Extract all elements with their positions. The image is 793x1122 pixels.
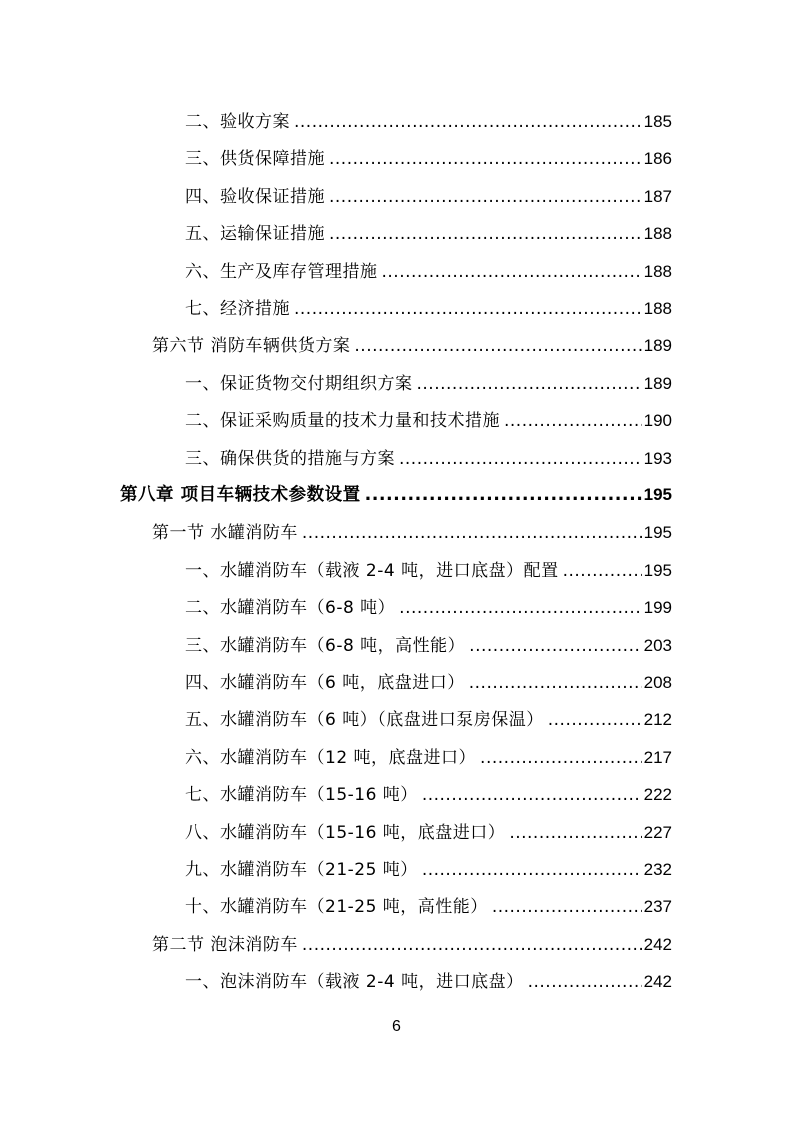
toc-leader-dots [382, 262, 642, 282]
toc-entry[interactable] [0, 737, 793, 774]
toc-leader-dots [302, 935, 642, 955]
toc-entry-title: 四、水罐消防车（6 吨，底盘进口） [185, 673, 465, 693]
toc-entry[interactable] [0, 512, 793, 549]
toc-entry[interactable] [0, 213, 793, 250]
toc-entry-page: 222 [643, 785, 672, 805]
toc-entry-title: 一、保证货物交付期组织方案 [185, 373, 413, 394]
toc-entry-line [185, 369, 672, 394]
toc-entry-line [185, 593, 672, 618]
toc-entry-page: 188 [643, 224, 672, 244]
toc-entry-title: 九、水罐消防车（21-25 吨） [185, 860, 418, 880]
toc-entry-title: 二、验收方案 [185, 112, 290, 132]
toc-entry-page: 190 [643, 411, 672, 431]
toc-entry-line [152, 518, 672, 543]
toc-entry-page: 242 [643, 972, 672, 992]
toc-entry-page: 242 [643, 934, 672, 954]
toc-entry-line [185, 556, 672, 581]
toc-leader-dots [294, 299, 642, 319]
toc-entry-title: 六、生产及库存管理措施 [185, 261, 378, 282]
toc-entry-page: 195 [643, 523, 672, 543]
toc-entry-title: 五、水罐消防车（6 吨）（底盘进口泵房保温） [185, 710, 544, 731]
toc-entry-title: 第六节 消防车辆供货方案 [152, 336, 351, 357]
toc-leader-dots [469, 636, 641, 656]
toc-entry-line [185, 743, 672, 768]
toc-entry-page: 193 [643, 448, 672, 468]
toc-leader-dots [329, 187, 642, 207]
toc-entry-title: 一、泡沫消防车（载液 2-4 吨，进口底盘） [185, 972, 524, 993]
toc-leader-dots [492, 897, 642, 917]
toc-entry[interactable] [0, 662, 793, 699]
toc-entry-page: 189 [643, 336, 672, 356]
toc-entry[interactable] [0, 176, 793, 213]
toc-entry-title: 第一节 水罐消防车 [152, 523, 298, 544]
toc-entry-line [185, 668, 672, 693]
toc-leader-dots [365, 485, 642, 505]
toc-entry-title: 二、保证采购质量的技术力量和技术措施 [185, 411, 500, 432]
toc-entry-title: 五、运输保证措施 [185, 224, 325, 245]
toc-entry[interactable] [0, 849, 793, 886]
toc-entry-title: 八、水罐消防车（15-16 吨，底盘进口） [185, 822, 506, 843]
toc-entry-line [185, 855, 672, 880]
toc-entry-line [185, 444, 672, 469]
toc-entry-line [185, 219, 672, 244]
toc-leader-dots [509, 823, 641, 843]
toc-entry-page: 232 [643, 860, 672, 879]
toc-entry[interactable] [0, 251, 793, 288]
toc-entry[interactable] [0, 325, 793, 362]
toc-entry-title: 三、水罐消防车（6-8 吨，高性能） [185, 635, 466, 656]
toc-leader-dots [329, 149, 642, 169]
toc-leader-dots [417, 374, 642, 394]
toc-entry[interactable] [0, 812, 793, 849]
toc-entry-title: 六、水罐消防车（12 吨，底盘进口） [185, 747, 477, 768]
toc-entry[interactable] [0, 924, 793, 961]
toc-entry-page: 217 [643, 747, 672, 767]
toc-entry[interactable] [0, 550, 793, 587]
toc-entry-line [185, 818, 672, 843]
toc-entry-line [185, 967, 672, 992]
toc-entry-line [152, 331, 672, 356]
toc-entry[interactable] [0, 288, 793, 325]
toc-leader-dots [504, 411, 642, 431]
toc-entry-line [185, 631, 672, 656]
toc-leader-dots [548, 710, 642, 730]
toc-entry-line [185, 257, 672, 282]
toc-entry-line [152, 930, 672, 955]
toc-entry[interactable] [0, 438, 793, 475]
toc-entry[interactable] [0, 625, 793, 662]
toc-entry-line [185, 892, 672, 917]
toc-leader-dots [399, 449, 642, 469]
toc-entry-line [185, 406, 672, 431]
toc-entry-page: 187 [643, 186, 672, 206]
toc-entry[interactable] [0, 400, 793, 437]
toc-entry-page: 189 [643, 373, 672, 393]
toc-entry-page: 185 [643, 112, 672, 131]
toc-entry-page: 208 [643, 673, 672, 692]
toc-entry[interactable] [0, 886, 793, 923]
toc-entry[interactable] [0, 774, 793, 811]
toc-entry-line [185, 107, 672, 132]
toc-entry-title: 七、经济措施 [185, 299, 290, 319]
toc-leader-dots [480, 748, 642, 768]
toc-entry-page: 188 [643, 299, 672, 318]
toc-entry-page: 186 [643, 149, 672, 169]
toc-entry-page: 199 [643, 598, 672, 618]
toc-entry[interactable] [0, 475, 793, 512]
page-number: 6 [392, 1018, 401, 1035]
toc-entry-title: 四、验收保证措施 [185, 186, 325, 207]
toc-entry-page: 212 [643, 710, 672, 730]
toc-entry[interactable] [0, 363, 793, 400]
toc-entry-page: 188 [643, 261, 672, 281]
toc-leader-dots [302, 523, 642, 543]
toc-entry-line [185, 182, 672, 207]
toc-leader-dots [422, 785, 642, 805]
toc-leader-dots [399, 598, 641, 618]
toc-entry-line [185, 780, 672, 805]
toc-entry-title: 三、确保供货的措施与方案 [185, 448, 395, 469]
toc-leader-dots [354, 336, 641, 356]
toc-entry[interactable] [0, 699, 793, 736]
toc-leader-dots [329, 224, 642, 244]
toc-entry-page: 195 [643, 485, 672, 504]
toc-entry-title: 第二节 泡沫消防车 [152, 934, 298, 955]
toc-entry-page: 237 [643, 897, 672, 917]
toc-entry[interactable] [0, 138, 793, 175]
toc-leader-dots [294, 112, 642, 132]
toc-leader-dots [469, 673, 642, 693]
toc-entry-title: 七、水罐消防车（15-16 吨） [185, 785, 418, 806]
toc-entry-title: 一、水罐消防车（载液 2-4 吨，进口底盘）配置 [185, 560, 559, 581]
toc-entry-line [185, 294, 672, 319]
toc-entry[interactable] [0, 587, 793, 624]
toc-entry-line [185, 144, 672, 169]
toc-leader-dots [422, 860, 642, 880]
toc-entry-title: 二、水罐消防车（6-8 吨） [185, 598, 396, 619]
toc-leader-dots [528, 972, 642, 992]
toc-entry-title: 三、供货保障措施 [185, 149, 325, 170]
toc-entry-line [120, 481, 672, 506]
toc-entry[interactable] [0, 961, 793, 998]
toc-entry-page: 195 [643, 560, 672, 580]
toc-entry-line [185, 705, 672, 730]
toc-entry-title: 十、水罐消防车（21-25 吨，高性能） [185, 897, 488, 918]
toc-leader-dots [563, 561, 642, 581]
toc-entry[interactable] [0, 101, 793, 138]
toc-entry-page: 227 [643, 822, 672, 842]
toc-entry-page: 203 [643, 635, 672, 655]
toc-entry-title: 第八章 项目车辆技术参数设置 [120, 485, 361, 505]
